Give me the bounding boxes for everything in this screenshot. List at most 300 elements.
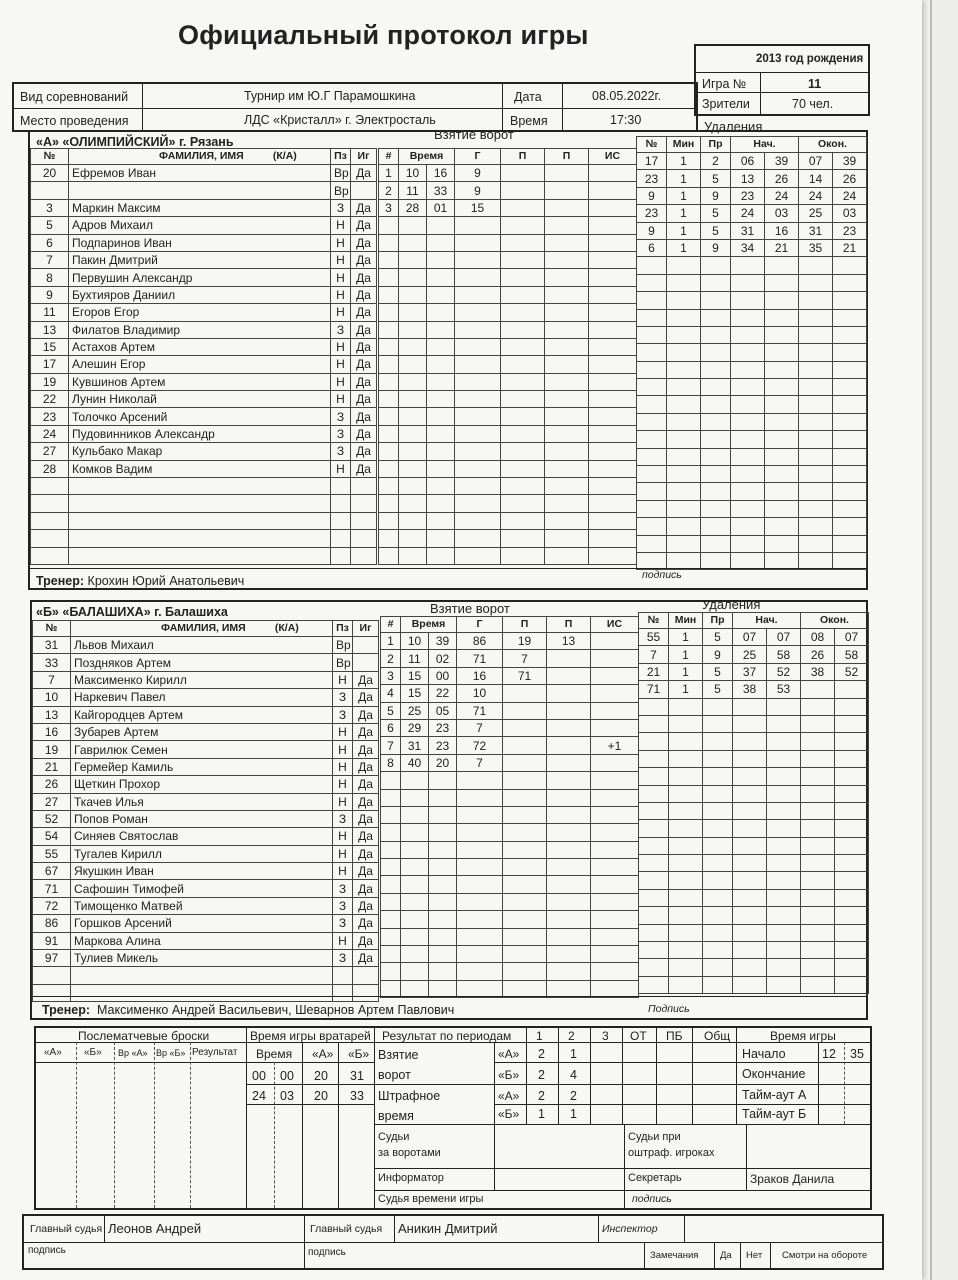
penalty-row bbox=[637, 448, 867, 465]
goal-row bbox=[379, 373, 637, 390]
team-b-goals-title: Взятие ворот bbox=[430, 601, 510, 616]
goal-sec bbox=[429, 806, 457, 823]
goal-situation bbox=[591, 806, 639, 823]
pen-reason bbox=[703, 698, 733, 715]
team-a-sign: подпись bbox=[642, 569, 682, 581]
pen-end-sec bbox=[835, 681, 869, 698]
team-a-roster bbox=[30, 148, 377, 565]
team-a-pen-title: Удаления bbox=[704, 119, 763, 134]
pen-reason bbox=[703, 768, 733, 785]
goal-situation bbox=[589, 425, 637, 442]
pen-start-sec bbox=[767, 785, 801, 802]
pen-start-sec bbox=[767, 942, 801, 959]
penalty-row bbox=[639, 924, 869, 941]
pen-number bbox=[637, 326, 667, 343]
pen-reason: 5 bbox=[703, 629, 733, 646]
pim-b-p1: 1 bbox=[538, 1107, 545, 1121]
pen-reason bbox=[703, 733, 733, 750]
head-ref-name-2: Аникин Дмитрий bbox=[398, 1221, 498, 1236]
shootout-col-a: «А» bbox=[44, 1047, 62, 1058]
pen-start-sec bbox=[767, 907, 801, 924]
goal-index bbox=[379, 530, 399, 547]
goal-index: 4 bbox=[381, 685, 401, 702]
pen-start-sec bbox=[765, 431, 799, 448]
pen-start-sec bbox=[767, 837, 801, 854]
pen-end-sec bbox=[833, 361, 867, 378]
goal-min bbox=[399, 460, 427, 477]
pen-end-min bbox=[799, 413, 833, 430]
player-name: Наркевич Павел bbox=[71, 689, 333, 706]
goal-assist2 bbox=[547, 876, 591, 893]
player-position bbox=[331, 512, 351, 529]
pen-end-min bbox=[801, 889, 835, 906]
pen-start-sec bbox=[765, 466, 799, 483]
goal-assist1 bbox=[501, 286, 545, 303]
player-number: 3 bbox=[31, 199, 69, 216]
pen-end-min bbox=[799, 518, 833, 535]
team-b-coach-row bbox=[42, 1004, 454, 1017]
pen-col-start: Нач. bbox=[733, 613, 801, 629]
goal-min bbox=[401, 859, 429, 876]
player-played: Да bbox=[353, 828, 379, 845]
pen-start-min bbox=[733, 837, 767, 854]
goal-assist1 bbox=[501, 269, 545, 286]
player-row bbox=[33, 932, 379, 949]
goal-judges-label-2: за воротами bbox=[378, 1147, 441, 1159]
player-name: Комков Вадим bbox=[69, 460, 331, 477]
pen-start-min bbox=[733, 959, 767, 976]
pen-end-sec: 24 bbox=[833, 187, 867, 204]
pen-end-sec: 26 bbox=[833, 170, 867, 187]
officials-sign: подпись bbox=[632, 1193, 672, 1205]
player-played: Да bbox=[351, 199, 377, 216]
player-row bbox=[31, 530, 377, 547]
pen-end-sec bbox=[833, 431, 867, 448]
periods-goals-team-b: «Б» bbox=[498, 1068, 520, 1082]
pen-end-min bbox=[801, 942, 835, 959]
pen-col-reason: Пр bbox=[703, 613, 733, 629]
pen-start-min bbox=[731, 292, 765, 309]
pen-end-min bbox=[799, 500, 833, 517]
goal-scorer bbox=[455, 304, 501, 321]
goal-sec bbox=[427, 512, 455, 529]
shootout-col-gk-a: Вр «А» bbox=[118, 1048, 148, 1058]
goal-min: 28 bbox=[399, 199, 427, 216]
pen-start-sec bbox=[765, 500, 799, 517]
goal-min bbox=[401, 876, 429, 893]
goal-assist1 bbox=[501, 165, 545, 182]
player-row bbox=[31, 478, 377, 495]
pen-start-min bbox=[731, 396, 765, 413]
pen-end-sec bbox=[833, 466, 867, 483]
goal-scorer bbox=[457, 876, 503, 893]
pen-end-min bbox=[801, 785, 835, 802]
pen-end-min: 08 bbox=[801, 629, 835, 646]
venue-label: Место проведения bbox=[20, 114, 129, 128]
pen-start-sec bbox=[765, 379, 799, 396]
player-name: Тимощенко Матвей bbox=[71, 897, 333, 914]
pen-start-sec bbox=[765, 361, 799, 378]
goal-min bbox=[399, 373, 427, 390]
player-played: Да bbox=[351, 460, 377, 477]
pen-start-sec: 07 bbox=[767, 629, 801, 646]
goal-index bbox=[379, 304, 399, 321]
player-name bbox=[69, 547, 331, 564]
goal-situation bbox=[589, 304, 637, 321]
goal-scorer: 10 bbox=[457, 685, 503, 702]
pen-end-min bbox=[801, 872, 835, 889]
pen-reason: 2 bbox=[701, 153, 731, 170]
goal-sec bbox=[427, 304, 455, 321]
pen-end-min bbox=[801, 976, 835, 993]
player-played: Да bbox=[353, 880, 379, 897]
pen-number bbox=[639, 802, 669, 819]
game-number-label: Игра № bbox=[702, 77, 747, 91]
player-number bbox=[31, 495, 69, 512]
pen-reason bbox=[701, 518, 731, 535]
pen-col-reason: Пр bbox=[701, 137, 731, 153]
penalty-row bbox=[637, 500, 867, 517]
pen-min bbox=[669, 715, 703, 732]
shootout-col-result: Результат bbox=[192, 1047, 238, 1058]
player-name: Пудовинников Александр bbox=[69, 425, 331, 442]
pen-reason: 5 bbox=[701, 170, 731, 187]
goal-min bbox=[401, 841, 429, 858]
page-title: Официальный протокол игры bbox=[178, 20, 589, 50]
col-played: Иг bbox=[353, 621, 379, 637]
player-position: Вр bbox=[331, 165, 351, 182]
goal-assist1 bbox=[501, 251, 545, 268]
goal-situation bbox=[591, 650, 639, 667]
goal-assist1 bbox=[501, 495, 545, 512]
goal-sec bbox=[429, 876, 457, 893]
pen-end-sec bbox=[833, 535, 867, 552]
player-played: Да bbox=[351, 443, 377, 460]
goal-sec bbox=[427, 408, 455, 425]
pen-end-sec bbox=[835, 820, 869, 837]
penalty-row bbox=[637, 187, 867, 204]
player-number: 8 bbox=[31, 269, 69, 286]
pen-end-min bbox=[801, 802, 835, 819]
pen-min bbox=[669, 802, 703, 819]
col-number: № bbox=[33, 621, 71, 637]
player-row bbox=[31, 408, 377, 425]
pen-number bbox=[637, 518, 667, 535]
goal-scorer bbox=[455, 478, 501, 495]
pen-start-sec bbox=[765, 274, 799, 291]
penalty-row bbox=[637, 483, 867, 500]
pen-min: 1 bbox=[669, 646, 703, 663]
player-position bbox=[331, 530, 351, 547]
goal-assist2 bbox=[545, 251, 589, 268]
goal-index: 1 bbox=[381, 633, 401, 650]
penalty-row bbox=[637, 274, 867, 291]
goal-situation bbox=[589, 356, 637, 373]
player-row bbox=[33, 810, 379, 827]
player-number: 5 bbox=[31, 217, 69, 234]
goal-index: 3 bbox=[381, 667, 401, 684]
goal-assist1 bbox=[503, 702, 547, 719]
goal-scorer bbox=[455, 269, 501, 286]
pen-min bbox=[667, 466, 701, 483]
goal-assist2 bbox=[545, 495, 589, 512]
player-position bbox=[331, 495, 351, 512]
goal-scorer bbox=[455, 251, 501, 268]
pen-min: 1 bbox=[667, 239, 701, 256]
goal-situation bbox=[589, 286, 637, 303]
penalty-row bbox=[637, 205, 867, 222]
goal-sec: 23 bbox=[429, 737, 457, 754]
goal-row bbox=[379, 321, 637, 338]
goal-index bbox=[381, 963, 401, 980]
pen-reason bbox=[701, 431, 731, 448]
player-position: Н bbox=[331, 391, 351, 408]
penalty-row bbox=[637, 222, 867, 239]
remarks-yes[interactable]: Да bbox=[720, 1250, 732, 1261]
player-row bbox=[31, 443, 377, 460]
pen-end-min bbox=[801, 733, 835, 750]
penalty-row bbox=[639, 942, 869, 959]
goal-min: 11 bbox=[401, 650, 429, 667]
goal-row bbox=[381, 789, 639, 806]
player-row bbox=[33, 897, 379, 914]
goal-index bbox=[379, 408, 399, 425]
pen-reason bbox=[703, 837, 733, 854]
player-row bbox=[31, 182, 377, 199]
player-row bbox=[31, 547, 377, 564]
pen-number: 17 bbox=[637, 153, 667, 170]
summary-section bbox=[34, 1026, 872, 1210]
pen-start-sec bbox=[765, 257, 799, 274]
goal-assist2 bbox=[545, 512, 589, 529]
pen-min bbox=[669, 750, 703, 767]
pen-number bbox=[639, 733, 669, 750]
goal-col-assist2: П bbox=[545, 149, 589, 165]
goal-assist2 bbox=[545, 356, 589, 373]
player-number: 20 bbox=[31, 165, 69, 182]
goal-scorer: 86 bbox=[457, 633, 503, 650]
player-name: Якушкин Иван bbox=[71, 863, 333, 880]
pen-reason bbox=[701, 535, 731, 552]
goal-situation bbox=[591, 859, 639, 876]
goals-a-p2: 1 bbox=[570, 1047, 577, 1061]
pen-end-sec: 39 bbox=[833, 153, 867, 170]
goal-sec: 02 bbox=[429, 650, 457, 667]
goal-min bbox=[401, 911, 429, 928]
pen-number: 21 bbox=[639, 663, 669, 680]
goal-scorer: 16 bbox=[457, 667, 503, 684]
pen-start-sec bbox=[765, 292, 799, 309]
pen-min bbox=[669, 872, 703, 889]
goal-situation bbox=[591, 633, 639, 650]
player-name: Попов Роман bbox=[71, 810, 333, 827]
penalty-row bbox=[637, 257, 867, 274]
goal-sec bbox=[427, 234, 455, 251]
penalty-row bbox=[639, 872, 869, 889]
player-position: Н bbox=[333, 758, 353, 775]
goal-min: 25 bbox=[401, 702, 429, 719]
pen-end-sec bbox=[835, 872, 869, 889]
goal-min: 40 bbox=[401, 754, 429, 771]
goal-assist2: 13 bbox=[547, 633, 591, 650]
player-number: 17 bbox=[31, 356, 69, 373]
goal-sec: 39 bbox=[429, 633, 457, 650]
goalie-col-time: Время bbox=[256, 1047, 293, 1061]
pen-min bbox=[667, 309, 701, 326]
pen-start-sec bbox=[765, 396, 799, 413]
pen-min: 1 bbox=[667, 153, 701, 170]
penalty-row bbox=[637, 413, 867, 430]
player-row bbox=[33, 915, 379, 932]
spectators-value: 70 чел. bbox=[792, 97, 834, 111]
goal-assist1 bbox=[503, 824, 547, 841]
player-row bbox=[31, 512, 377, 529]
goal-index bbox=[381, 928, 401, 945]
player-number: 19 bbox=[33, 741, 71, 758]
goal-min bbox=[399, 304, 427, 321]
goal-min bbox=[401, 772, 429, 789]
player-played: Да bbox=[351, 321, 377, 338]
goal-assist2 bbox=[547, 841, 591, 858]
player-played: Да bbox=[351, 304, 377, 321]
player-name: Первушин Александр bbox=[69, 269, 331, 286]
pen-col-end: Окон. bbox=[799, 137, 867, 153]
pen-start-min bbox=[731, 431, 765, 448]
pen-min bbox=[669, 855, 703, 872]
goal-assist1 bbox=[503, 893, 547, 910]
pen-min bbox=[667, 274, 701, 291]
remarks-no[interactable]: Нет bbox=[746, 1250, 763, 1261]
player-row bbox=[33, 793, 379, 810]
goal-sec: 01 bbox=[427, 199, 455, 216]
player-position: Н bbox=[331, 217, 351, 234]
goal-assist2 bbox=[545, 425, 589, 442]
goal-row bbox=[381, 633, 639, 650]
player-row bbox=[33, 706, 379, 723]
goal-scorer bbox=[455, 495, 501, 512]
goal-min bbox=[399, 408, 427, 425]
pen-start-min bbox=[733, 855, 767, 872]
goal-assist1 bbox=[503, 963, 547, 980]
pen-start-sec bbox=[767, 855, 801, 872]
pen-reason: 9 bbox=[703, 646, 733, 663]
player-played: Да bbox=[351, 408, 377, 425]
pen-end-sec bbox=[835, 889, 869, 906]
pen-reason bbox=[701, 274, 731, 291]
pen-start-min bbox=[733, 889, 767, 906]
goal-scorer bbox=[457, 859, 503, 876]
goal-row bbox=[379, 234, 637, 251]
goal-situation bbox=[589, 530, 637, 547]
goal-assist1 bbox=[501, 443, 545, 460]
pen-number: 55 bbox=[639, 629, 669, 646]
goal-row bbox=[381, 911, 639, 928]
goal-assist2 bbox=[547, 859, 591, 876]
player-name bbox=[69, 478, 331, 495]
goal-scorer: 9 bbox=[455, 182, 501, 199]
pen-min bbox=[667, 448, 701, 465]
goal-scorer bbox=[457, 946, 503, 963]
goal-assist1 bbox=[503, 859, 547, 876]
pen-number bbox=[637, 483, 667, 500]
goal-row bbox=[379, 530, 637, 547]
player-row bbox=[31, 269, 377, 286]
pen-number bbox=[639, 785, 669, 802]
player-played bbox=[351, 478, 377, 495]
goal-min: 29 bbox=[401, 719, 429, 736]
player-name: Поздняков Артем bbox=[71, 654, 333, 671]
player-position: З bbox=[331, 443, 351, 460]
player-played: Да bbox=[351, 338, 377, 355]
pen-reason bbox=[703, 750, 733, 767]
pen-start-min: 31 bbox=[731, 222, 765, 239]
goal-sec bbox=[429, 946, 457, 963]
goal-index bbox=[379, 425, 399, 442]
pen-number bbox=[637, 344, 667, 361]
pen-start-sec bbox=[765, 326, 799, 343]
goal-situation bbox=[591, 789, 639, 806]
player-number: 16 bbox=[33, 723, 71, 740]
player-number: 15 bbox=[31, 338, 69, 355]
pen-number bbox=[637, 448, 667, 465]
goal-assist1 bbox=[503, 737, 547, 754]
goal-judges-label-1: Судьи bbox=[378, 1131, 410, 1143]
game-start-min: 35 bbox=[850, 1047, 864, 1061]
penalty-row bbox=[637, 153, 867, 170]
team-b-pen-title: Удаления bbox=[702, 597, 761, 612]
player-name bbox=[69, 512, 331, 529]
shootout-col-b: «Б» bbox=[84, 1047, 102, 1058]
player-name: Лунин Николай bbox=[69, 391, 331, 408]
pen-reason bbox=[703, 924, 733, 941]
pen-end-min bbox=[801, 907, 835, 924]
goal-index: 3 bbox=[379, 199, 399, 216]
pen-number bbox=[639, 924, 669, 941]
pen-end-min bbox=[799, 274, 833, 291]
competition-value: Турнир им Ю.Г Парамошкина bbox=[244, 89, 416, 103]
pen-start-min: 23 bbox=[731, 187, 765, 204]
goal-index: 8 bbox=[381, 754, 401, 771]
col-ka: (К/А) bbox=[274, 622, 299, 635]
goal-min bbox=[399, 547, 427, 564]
pen-start-sec bbox=[765, 309, 799, 326]
goal-min bbox=[399, 234, 427, 251]
team-a-goals-table bbox=[378, 148, 637, 565]
goal-index bbox=[379, 356, 399, 373]
goal-sec bbox=[427, 547, 455, 564]
goal-scorer bbox=[457, 824, 503, 841]
goal-assist1 bbox=[503, 772, 547, 789]
goal-sec bbox=[427, 251, 455, 268]
goal-scorer: 72 bbox=[457, 737, 503, 754]
pen-end-sec bbox=[833, 326, 867, 343]
goal-scorer bbox=[455, 391, 501, 408]
player-played bbox=[351, 182, 377, 199]
goalie-time-title: Время игры вратарей bbox=[250, 1029, 371, 1043]
pen-start-min bbox=[733, 698, 767, 715]
goal-sec bbox=[429, 772, 457, 789]
goal-assist2 bbox=[545, 460, 589, 477]
goal-scorer bbox=[455, 408, 501, 425]
team-b-coach-label: Тренер: bbox=[42, 1003, 91, 1017]
player-row bbox=[31, 460, 377, 477]
pen-start-sec bbox=[767, 959, 801, 976]
player-row bbox=[31, 234, 377, 251]
birth-year: 2013 год рождения bbox=[756, 53, 864, 65]
penalty-row bbox=[637, 518, 867, 535]
pen-end-min bbox=[799, 448, 833, 465]
pen-start-min bbox=[731, 257, 765, 274]
